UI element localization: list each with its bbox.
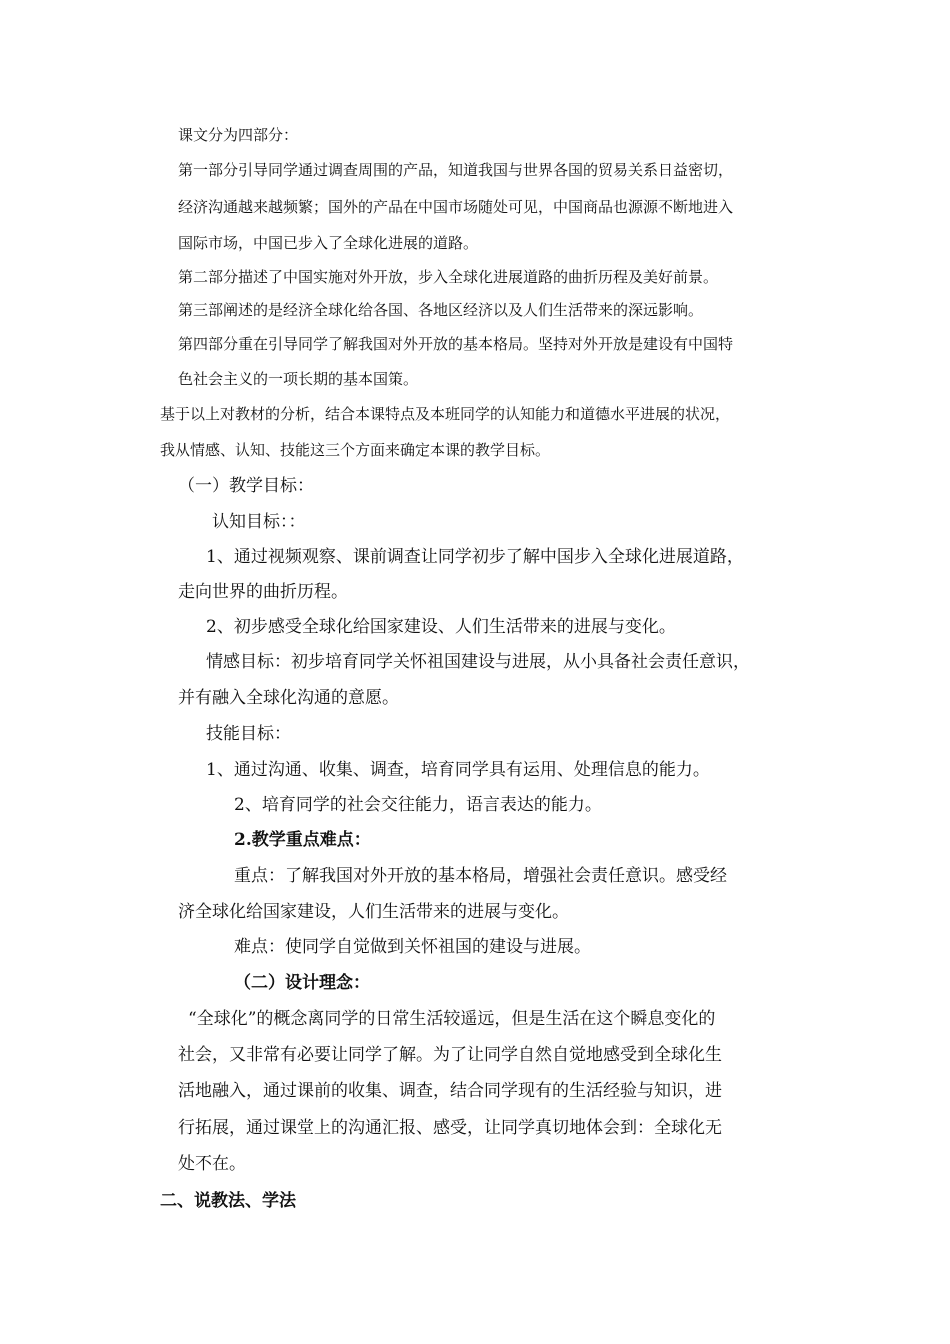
text-line: 我从情感、认知、技能这三个方面来确定本课的教学目标。 xyxy=(160,441,551,459)
text-line: 经济沟通越来越频繁；国外的产品在中国市场随处可见，中国商品也源源不断地进入 xyxy=(178,198,734,216)
section-heading: （二）设计理念： xyxy=(234,973,370,993)
text-line: 社会，又非常有必要让同学了解。为了让同学自然自觉地感受到全球化生 xyxy=(178,1045,722,1065)
text-line: “全球化”的概念离同学的日常生活较遥远，但是生活在这个瞬息变化的 xyxy=(188,1009,716,1029)
section-heading: 2.教学重点难点： xyxy=(234,830,371,850)
text-line: 济全球化给国家建设，人们生活带来的进展与变化。 xyxy=(178,902,569,922)
text-line: 国际市场，中国已步入了全球化进展的道路。 xyxy=(178,234,479,252)
text-line: 行拓展，通过课堂上的沟通汇报、感受，让同学真切地体会到：全球化无 xyxy=(178,1118,722,1138)
text-line: 课文分为四部分： xyxy=(178,126,299,144)
text-line: 第四部分重在引导同学了解我国对外开放的基本格局。坚持对外开放是建设有中国特 xyxy=(178,335,734,353)
section-heading: 二、说教法、学法 xyxy=(160,1191,296,1211)
text-line: 并有融入全球化沟通的意愿。 xyxy=(178,688,399,708)
text-line: 基于以上对教材的分析，结合本课特点及本班同学的认知能力和道德水平进展的状况， xyxy=(160,405,731,423)
text-line: 活地融入，通过课前的收集、调查，结合同学现有的生活经验与知识，进 xyxy=(178,1081,722,1101)
text-line: 1、通过视频观察、课前调查让同学初步了解中国步入全球化进展道路， xyxy=(206,547,744,567)
text-line: 难点：使同学自觉做到关怀祖国的建设与进展。 xyxy=(234,937,591,957)
text-line: 走向世界的曲折历程。 xyxy=(178,582,348,602)
text-line: 第三部阐述的是经济全球化给各国、各地区经济以及人们生活带来的深远影响。 xyxy=(178,301,704,319)
text-line: 色社会主义的一项长期的基本国策。 xyxy=(178,370,419,388)
text-line: 第二部分描述了中国实施对外开放，步入全球化进展道路的曲折历程及美好前景。 xyxy=(178,268,719,286)
text-line: 1、通过沟通、收集、调查，培育同学具有运用、处理信息的能力。 xyxy=(206,760,710,780)
text-line: 处不在。 xyxy=(178,1154,246,1174)
text-line: 第一部分引导同学通过调查周围的产品，知道我国与世界各国的贸易关系日益密切， xyxy=(178,161,734,179)
text-line: 重点：了解我国对外开放的基本格局，增强社会责任意识。感受经 xyxy=(234,866,727,886)
text-line: 情感目标：初步培育同学关怀祖国建设与进展，从小具备社会责任意识， xyxy=(206,652,750,672)
text-line: 2、初步感受全球化给国家建设、人们生活带来的进展与变化。 xyxy=(206,617,676,637)
text-line: 技能目标： xyxy=(206,724,291,744)
text-line: 2、培育同学的社会交往能力，语言表达的能力。 xyxy=(234,795,602,815)
section-heading: （一）教学目标： xyxy=(178,476,314,496)
text-line: 认知目标：： xyxy=(212,512,306,532)
